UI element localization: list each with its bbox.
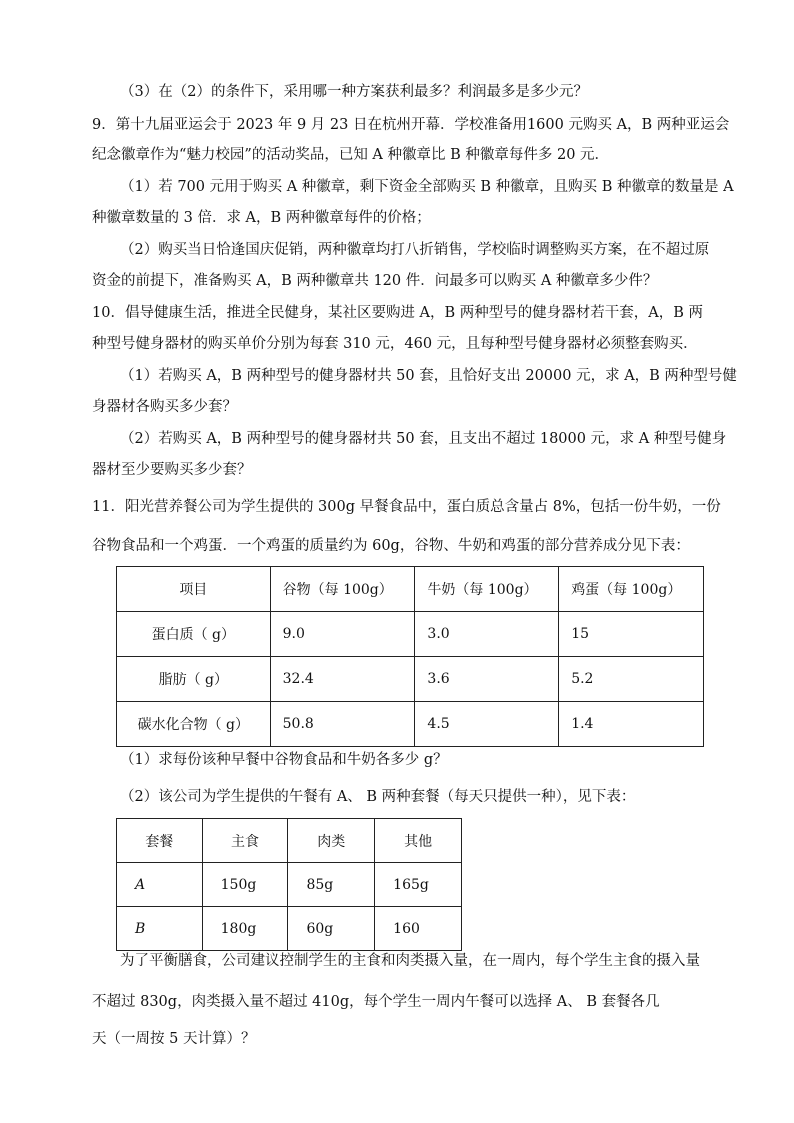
q9-stem-line1: 9．第十九届亚运会于 2023 年 9 月 23 日在杭州开幕．学校准备用1600 元购买 A，B 两种亚运会 xyxy=(92,117,730,133)
q10-part1-line2: 身器材各购买多少套？ xyxy=(92,399,237,415)
table-row xyxy=(117,863,462,907)
table-header-cell: 肉类 xyxy=(288,819,375,863)
table-header-cell: 牛奶（每 100g） xyxy=(415,567,559,612)
table-cell: 165g xyxy=(375,863,462,907)
table-cell: 1.4 xyxy=(559,702,704,747)
q11-part1: （1）求每份该种早餐中谷物食品和牛奶各多少 g？ xyxy=(120,752,448,768)
table-header-cell: 谷物（每 100g） xyxy=(270,567,415,612)
table-row xyxy=(117,657,704,702)
q10-stem-line2: 种型号健身器材的购买单价分别为每套 310 元，460 元，且每种型号健身器材必须整套购买． xyxy=(92,336,698,352)
q9-part1-line2: 种徽章数量的 3 倍．求 A，B 两种徽章每件的价格； xyxy=(92,210,431,226)
table-cell: A xyxy=(117,863,203,907)
nutrition-table xyxy=(116,566,704,747)
table-cell: 9.0 xyxy=(270,612,415,657)
table-cell: 5.2 xyxy=(559,657,704,702)
table-header-cell: 主食 xyxy=(202,819,288,863)
q11-stem-line1: 11．阳光营养餐公司为学生提供的 300g 早餐食品中，蛋白质总含量占 8%，包括一份牛奶，一份 xyxy=(92,499,721,515)
q10-part2-line1: （2）若购买 A，B 两种型号的健身器材共 50 套，且支出不超过 18000 元，求 A 种型号健身 xyxy=(120,431,727,447)
table-cell: 3.0 xyxy=(415,612,559,657)
table-cell: 碳水化合物（ g） xyxy=(117,702,271,747)
lunch-set-table xyxy=(116,818,462,951)
table-cell: 160 xyxy=(375,907,462,951)
table-cell: 3.6 xyxy=(415,657,559,702)
table-header-row xyxy=(117,819,462,863)
q11-closing-line2: 不超过 830g，肉类摄入量不超过 410g，每个学生一周内午餐可以选择 A、 B 套餐各几 xyxy=(92,994,660,1010)
q9-stem-line2: 纪念徽章作为“魅力校园”的活动奖品，已知 A 种徽章比 B 种徽章每件多 20 元． xyxy=(92,147,610,163)
table-cell: 60g xyxy=(288,907,375,951)
table-cell: B xyxy=(117,907,203,951)
table-cell: 32.4 xyxy=(270,657,415,702)
table-cell: 脂肪（ g） xyxy=(117,657,271,702)
table-cell: 4.5 xyxy=(415,702,559,747)
q10-part1-line1: （1）若购买 A，B 两种型号的健身器材共 50 套，且恰好支出 20000 元，求 A，B 两种型号健 xyxy=(120,368,737,384)
table-row xyxy=(117,612,704,657)
q9-part1-line1: （1）若 700 元用于购买 A 种徽章，剩下资金全部购买 B 种徽章，且购买 B 种徽章的数量是 A xyxy=(120,179,734,195)
table-header-cell: 其他 xyxy=(375,819,462,863)
q10-part2-line2: 器材至少要购买多少套？ xyxy=(92,462,252,478)
table-cell: 180g xyxy=(202,907,288,951)
table-row xyxy=(117,907,462,951)
q11-stem-line2: 谷物食品和一个鸡蛋．一个鸡蛋的质量约为 60g，谷物、牛奶和鸡蛋的部分营养成分见下表： xyxy=(92,538,690,554)
table-header-row xyxy=(117,567,704,612)
q11-part2: （2）该公司为学生提供的午餐有 A、 B 两种套餐（每天只提供一种），见下表： xyxy=(120,789,636,805)
q10-stem-line1: 10．倡导健康生活，推进全民健身，某社区要购进 A，B 两种型号的健身器材若干套，A，B 两 xyxy=(92,305,704,321)
table-header-cell: 鸡蛋（每 100g） xyxy=(559,567,704,612)
q8-part3: （3）在（2）的条件下，采用哪一种方案获利最多？利润最多是多少元？ xyxy=(120,84,588,100)
table-cell: 150g xyxy=(202,863,288,907)
table-header-cell: 项目 xyxy=(117,567,271,612)
q11-closing-line3: 天（一周按 5 天计算）？ xyxy=(92,1031,256,1047)
q9-part2-line2: 资金的前提下，准备购买 A，B 两种徽章共 120 件．问最多可以购买 A 种徽章多少件？ xyxy=(92,273,658,289)
table-cell: 85g xyxy=(288,863,375,907)
table-row xyxy=(117,702,704,747)
table-cell: 15 xyxy=(559,612,704,657)
q11-closing-line1: 为了平衡膳食，公司建议控制学生的主食和肉类摄入量，在一周内，每个学生主食的摄入量 xyxy=(120,953,700,969)
q9-part2-line1: （2）购买当日恰逢国庆促销，两种徽章均打八折销售，学校临时调整购买方案，在不超过原 xyxy=(120,242,710,258)
table-header-cell: 套餐 xyxy=(117,819,203,863)
table-cell: 蛋白质（ g） xyxy=(117,612,271,657)
table-cell: 50.8 xyxy=(270,702,415,747)
